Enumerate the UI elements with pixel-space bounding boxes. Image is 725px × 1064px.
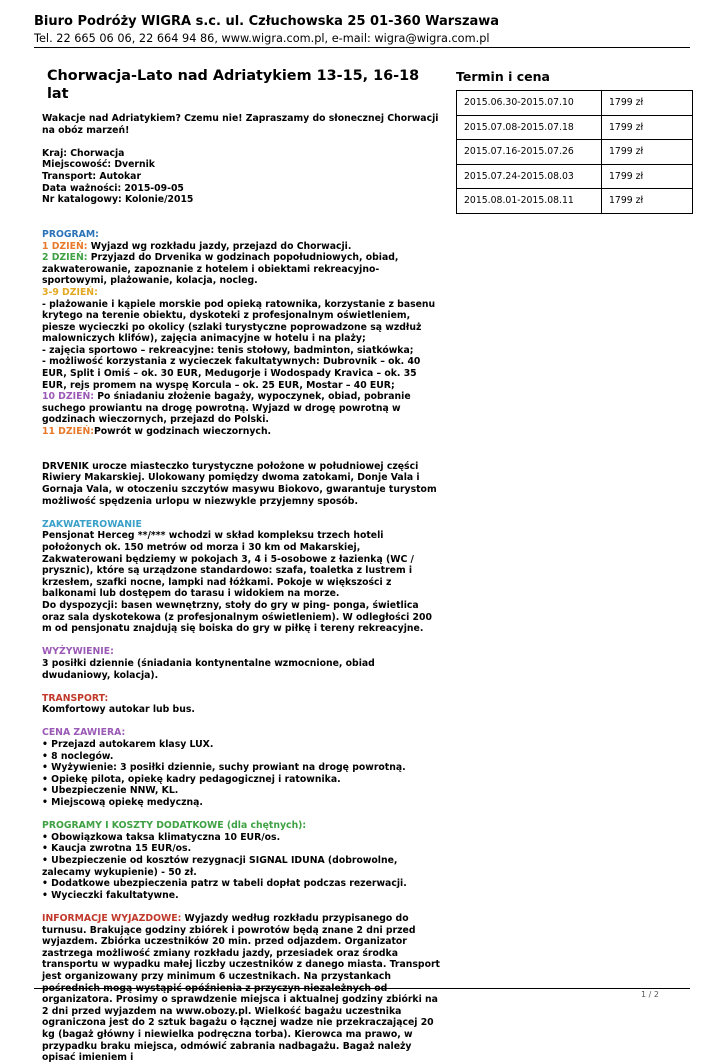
- program-day-3-9-item: - zajęcia sportowo – rekreacyjne: tenis stołowy, badminton, siatkówka;: [42, 344, 414, 356]
- day-2-label: 2 DZIEŃ:: [42, 252, 88, 264]
- meals-text: 3 posiłki dziennie (śniadania kontynentalne wzmocnione, obiad dwudaniowy, kolacja).: [42, 657, 375, 681]
- transport-text: Komfortowy autokar lub bus.: [42, 704, 195, 716]
- footer-divider: [34, 988, 690, 989]
- day-11-label: 11 DZIEŃ:: [42, 426, 94, 438]
- program-day-10: 10 DZIEŃ: Po śniadaniu złożenie bagaży, wypoczynek, obiad, pobranie suchego prowiantu na drogę powrotną. Wyjazd w drogę powrotną w godzinach wieczornych, przejazd do Polski.: [42, 391, 411, 426]
- table-row: [457, 91, 693, 116]
- extra-costs-item: • Ubezpieczenie od kosztów rezygnacji SIGNAL IDUNA (dobrowolne, zalecamy wykupienie) - 50 zł.: [42, 855, 398, 878]
- program-day-11: 11 DZIEŃ:Powrót w godzinach wieczornych.: [42, 426, 272, 438]
- program-heading: PROGRAM:: [42, 228, 99, 240]
- extra-costs-item: • Kaucja zwrotna 15 EUR/os.: [42, 843, 192, 855]
- accommodation-text: Do dyspozycji: basen wewnętrzny, stoły do gry w ping- ponga, świetlica oraz sala dyskotekowa (z profesjonalnym oświetleniem). W odległości 200 m od pensjonatu znajdują się boiska do gry w piłkę i tereny rekreacyjne.: [42, 599, 432, 635]
- extra-costs-item: • Obowiązkowa taksa klimatyczna 10 EUR/os.: [42, 831, 281, 843]
- term-price: 1799 zł: [602, 140, 693, 165]
- info-valid-date: Data ważności: 2015-09-05: [42, 182, 184, 194]
- table-row: [457, 115, 693, 140]
- terms-title: Termin i cena: [456, 69, 550, 84]
- info-catalog-number: Nr katalogowy: Kolonie/2015: [42, 194, 194, 206]
- price-includes-item: • Ubezpieczenie NNW, KL.: [42, 785, 179, 797]
- term-date: 2015.08.01-2015.08.11: [457, 189, 602, 214]
- term-price: 1799 zł: [602, 189, 693, 214]
- info-transport: Transport: Autokar: [42, 170, 142, 182]
- page-header: [34, 14, 694, 46]
- offer-title: Chorwacja-Lato nad Adriatykiem 13-15, 16-18 lat: [47, 68, 420, 102]
- terms-table: [456, 90, 693, 214]
- program-day-3-9-item: - możliwość korzystania z wycieczek fakultatywnych: Dubrovnik – ok. 40 EUR, Split i Omiś – ok. 30 EUR, Medugorje i Wodospady Kravica – ok. 35 EUR, rejs promem na wyspę Korcula – ok. 25 EUR, Mostar – 40 EUR;: [42, 356, 421, 391]
- table-row: [457, 140, 693, 165]
- program-day-1: 1 DZIEŃ: Wyjazd wg rozkładu jazdy, przejazd do Chorwacji.: [42, 240, 352, 252]
- header-divider: [34, 47, 690, 48]
- company-contact: Tel. 22 665 06 06, 22 664 94 86, www.wigra.com.pl, e-mail: wigra@wigra.com.pl: [34, 32, 490, 45]
- terms-panel: [456, 69, 693, 214]
- term-price: 1799 zł: [602, 91, 693, 116]
- term-price: 1799 zł: [602, 164, 693, 189]
- extra-costs-item: • Dodatkowe ubezpieczenia patrz w tabeli dopłat podczas rezerwacji.: [42, 878, 407, 890]
- price-includes-heading: CENA ZAWIERA:: [42, 727, 126, 739]
- extra-costs-item: • Wycieczki fakultatywne.: [42, 889, 179, 901]
- program-day-3-9-item: - plażowanie i kąpiele morskie pod opieką ratownika, korzystanie z basenu krytego na terenie obiektu, dyskoteki z profesjonalnym oświetleniem, piesze wycieczki po okolicy (szlaki turystyczne poprowadzone są wzdłuż malowniczych klifów), zajęcia animacyjne w hotelu i na plaży;: [42, 298, 436, 345]
- term-date: 2015.07.16-2015.07.26: [457, 140, 602, 165]
- program-day-2: 2 DZIEŃ: Przyjazd do Drvenika w godzinach popołudniowych, obiad, zakwaterowanie, zapoznanie z hotelem i obiektami rekreacyjno-sportowymi, plażowanie, kolacja, nocleg.: [42, 252, 399, 287]
- departure-info-heading: INFORMACJE WYJAZDOWE:: [42, 912, 182, 924]
- accommodation-heading: ZAKWATEROWANIE: [42, 518, 142, 530]
- offer-content: [42, 67, 442, 1064]
- meals-heading: WYŻYWIENIE:: [42, 646, 114, 658]
- table-row: [457, 164, 693, 189]
- info-place: Miejscowość: Dvernik: [42, 159, 155, 171]
- price-includes-item: • 8 noclegów.: [42, 750, 114, 762]
- intro-text: Wakacje nad Adriatykiem? Czemu nie! Zapraszamy do słonecznej Chorwacji na obóz marzeń!: [42, 113, 439, 136]
- day-10-label: 10 DZIEŃ:: [42, 391, 94, 403]
- table-row: [457, 189, 693, 214]
- price-includes-item: • Miejscową opiekę medyczną.: [42, 797, 203, 809]
- price-includes-item: • Wyżywienie: 3 posiłki dziennie, suchy prowiant na drogę powrotną.: [42, 762, 406, 774]
- day-3-9-label: 3-9 DZIEŃ:: [42, 286, 98, 298]
- day-1-label: 1 DZIEŃ:: [42, 240, 88, 252]
- price-includes-item: • Opiekę pilota, opiekę kadry pedagogicznej i ratownika.: [42, 773, 341, 785]
- term-date: 2015.06.30-2015.07.10: [457, 91, 602, 116]
- accommodation-text: Zakwaterowani będziemy w pokojach 3, 4 i 5-osobowe z łazienką (WC / prysznic), które są urządzone standardowo: szafa, toaletka z lustrem i krzesłem, szafki nocne, lampki nad łóżkami. Pokoje w większości z balkonami lub dostępem do tarasu i widokiem na morze.: [42, 553, 414, 600]
- term-date: 2015.07.08-2015.07.18: [457, 115, 602, 140]
- departure-info: INFORMACJE WYJAZDOWE: Wyjazdy według rozkładu przypisanego do turnusu. Brakujące godziny zbiórek i powrotów będą znane 2 dni przed wyjazdem. Zbiórka uczestników 20 min. przed odjazdem. Organizator zastrzega możliwość zmiany rozkładu jazdy, przesiadek oraz środka transportu w wypadku małej liczby uczestników z danego miasta. Transport jest organizowany przy minimum 6 uczestnikach. Na przystankach pośrednich mogą wystąpić opóźnienia z przyczyn niezależnych od organizatora. Prosimy o sprawdzenie miejsca i aktualnej godziny zbiórki na 2 dni przed wyjazdem na www.obozy.pl. Wielkość bagażu uczestnika ograniczona jest do 2 sztuk bagażu o łącznej wadze nie przekraczającej 20 kg (bagaż główny i niewielka podręczna torba). Kierowca ma prawo, w przypadku braku miejsca, odmówić zabrania nadbagażu. Bagaż należy opisać imieniem i: [42, 912, 440, 1064]
- extra-costs-heading: PROGRAMY I KOSZTY DODATKOWE (dla chętnych):: [42, 820, 307, 832]
- term-price: 1799 zł: [602, 115, 693, 140]
- page-number: 1 / 2: [641, 990, 659, 999]
- price-includes-item: • Przejazd autokarem klasy LUX.: [42, 739, 214, 751]
- drvenik-description: DRVENIK urocze miasteczko turystyczne położone w południowej części Riwiery Makarskiej. Ulokowany pomiędzy dwoma zatokami, Donje Vala i Gornaja Vala, w otoczeniu szczytów masywu Biokovo, gwarantuje turystom możliwość spędzenia urlopu w niezwykle przyjemny sposób.: [42, 460, 437, 507]
- transport-heading: TRANSPORT:: [42, 692, 109, 704]
- info-country: Kraj: Chorwacja: [42, 147, 125, 159]
- term-date: 2015.07.24-2015.08.03: [457, 164, 602, 189]
- accommodation-text: Pensjonat Herceg **/*** wchodzi w skład kompleksu trzech hoteli położonych ok. 150 metrów od morza i 30 km od Makarskiej,: [42, 530, 384, 553]
- company-name: Biuro Podróży WIGRA s.c. ul. Człuchowska 25 01-360 Warszawa: [34, 14, 500, 29]
